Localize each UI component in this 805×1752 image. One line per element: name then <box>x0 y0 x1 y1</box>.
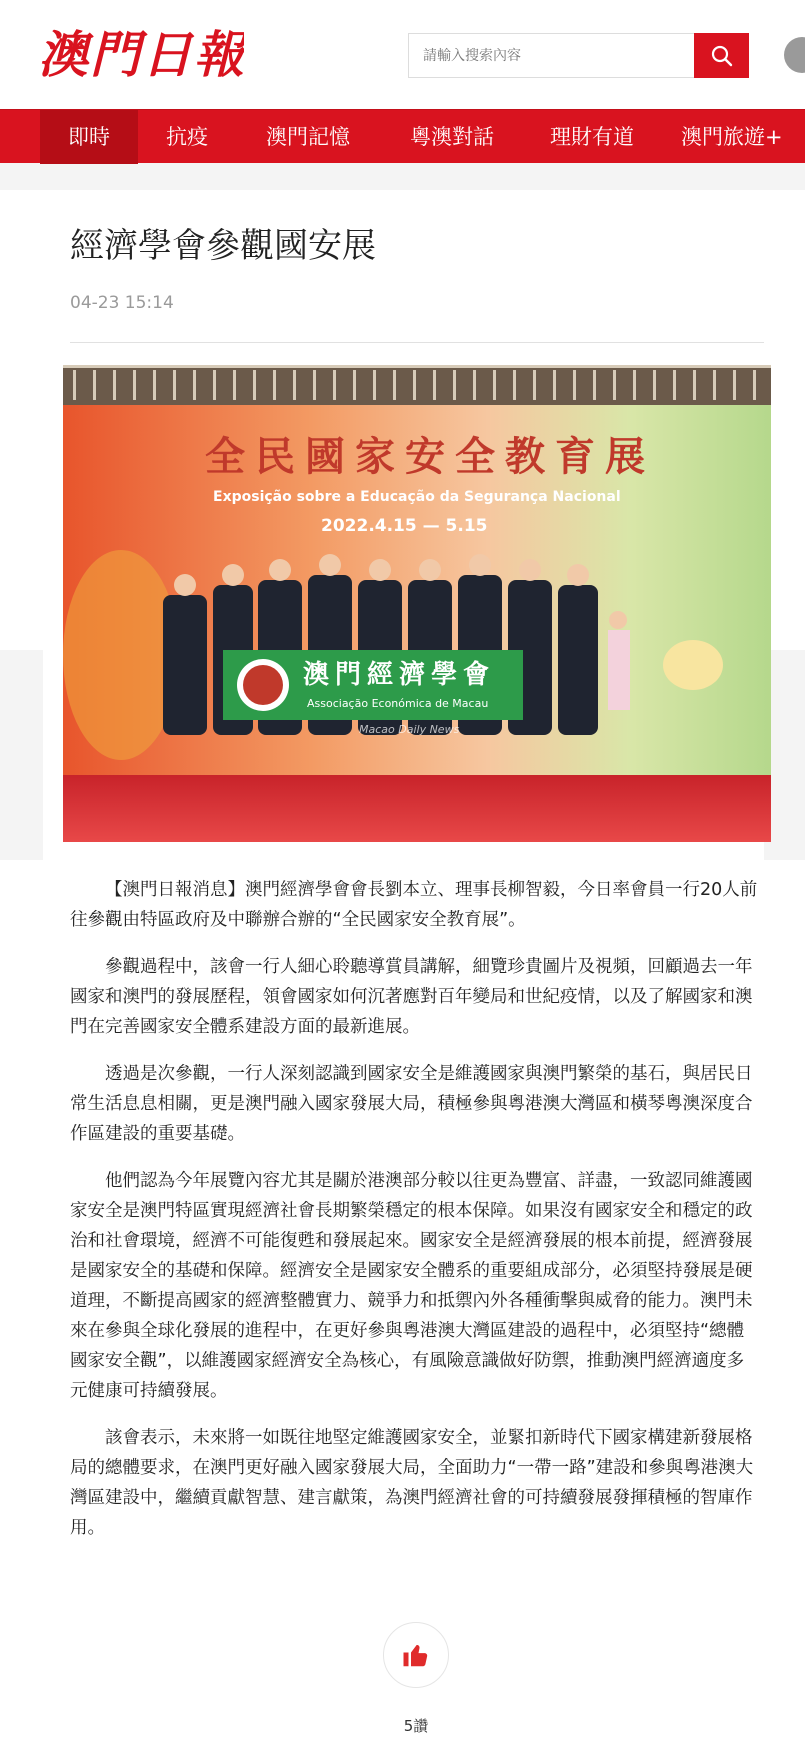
logo-mark <box>38 22 244 84</box>
article-paragraph: 透過是次參觀，一行人深刻認識到國家安全是維護國家與澳門繁榮的基石，與居民日常生活息息相關，更是澳門融入國家發展大局，積極參與粵港澳大灣區和橫琴粵澳深度合作區建設的重要基礎。 <box>70 1064 753 1144</box>
svg-text:2022.4.15 — 5.15: 2022.4.15 — 5.15 <box>321 516 488 536</box>
svg-text:Associação Económica de Macau: Associação Económica de Macau <box>307 697 489 710</box>
nav-item-macau-memory[interactable]: 澳門記憶 <box>266 125 350 149</box>
main-nav <box>0 109 805 163</box>
search-icon <box>710 44 734 68</box>
site-header <box>0 0 805 109</box>
group-photo-image <box>63 365 771 842</box>
svg-text:全民國家安全教育展: 全民國家安全教育展 <box>205 433 655 480</box>
left-margin-strip <box>0 190 43 650</box>
search-box <box>408 33 696 78</box>
nav-item-finance[interactable]: 理財有道 <box>550 125 634 149</box>
svg-text:Macao Daily News: Macao Daily News <box>359 723 460 736</box>
article-paragraph: 他們認為今年展覽內容尤其是關於港澳部分較以往更為豐富、詳盡，一致認同維護國家安全是澳門特區實現經濟社會長期繁榮穩定的根本保障。如果沒有國家安全和穩定的政治和社會環境，經濟不可能復甦和發展起來。國家安全是經濟發展的根本前提，經濟發展是國家安全的基礎和保障。經濟安全是國家安全體系的重要組成部分，必須堅持發展是硬道理，不斷提高國家的經濟整體實力、競爭力和抵禦內外各種衝擊與威脅的能力。澳門未來在參與全球化發展的進程中，在更好參與粵港澳大灣區建設的過程中，必須堅持“總體國家安全觀”，以維護國家經濟安全為核心，有風險意識做好防禦，推動澳門經濟適度多元健康可持續發展。 <box>70 1171 753 1401</box>
svg-text:澳門經濟學會: 澳門經濟學會 <box>303 660 496 690</box>
site-logo[interactable] <box>38 22 244 84</box>
search-button[interactable] <box>694 33 749 78</box>
like-button[interactable] <box>383 1622 449 1688</box>
nav-item-instant[interactable]: 即時 <box>40 110 138 164</box>
thumbs-up-icon <box>401 1640 431 1670</box>
right-margin-strip-lower <box>764 860 805 1752</box>
left-margin-strip-lower <box>0 860 43 1752</box>
article-paragraph: 參觀過程中，該會一行人細心聆聽導賞員講解，細覽珍貴圖片及視頻，回顧過去一年國家和澳門的發展歷程，領會國家如何沉著應對百年變局和世紀疫情，以及了解國家和澳門在完善國家安全體系建設方面的最新進展。 <box>70 957 753 1037</box>
article-date: 04-23 15:14 <box>70 293 174 313</box>
nav-item-macau-travel[interactable]: 澳門旅遊+ <box>681 125 783 149</box>
article-photo[interactable] <box>63 365 771 842</box>
user-icon[interactable] <box>784 37 805 73</box>
article-paragraph: 【澳門日報消息】澳門經濟學會會長劉本立、理事長柳智毅，今日率會員一行20人前往參觀由特區政府及中聯辦合辦的“全民國家安全教育展”。 <box>70 880 758 930</box>
article-title: 經濟學會參觀國安展 <box>70 226 376 266</box>
nav-item-anti-epidemic[interactable]: 抗疫 <box>166 125 208 149</box>
article-container <box>43 190 764 1752</box>
article-paragraph: 該會表示，未來將一如既往地堅定維護國家安全，並緊扣新時代下國家構建新發展格局的總體要求，在澳門更好融入國家發展大局，全面助力“一帶一路”建設和參與粵港澳大灣區建設中，繼續貢獻智慧、建言獻策，為澳門經濟社會的可持續發展發揮積極的智庫作用。 <box>70 1428 754 1538</box>
svg-text:Exposição sobre a Educação da: Exposição sobre a Educação da Segurança Nacional <box>213 489 621 505</box>
title-divider <box>70 342 764 343</box>
nav-item-gd-macau-dialogue[interactable]: 粵澳對話 <box>410 125 494 149</box>
svg-text:澳門日報: 澳門日報 <box>38 27 244 83</box>
like-count: 5讚 <box>403 1717 429 1735</box>
search-input[interactable] <box>409 34 695 77</box>
article-body <box>70 875 760 1560</box>
